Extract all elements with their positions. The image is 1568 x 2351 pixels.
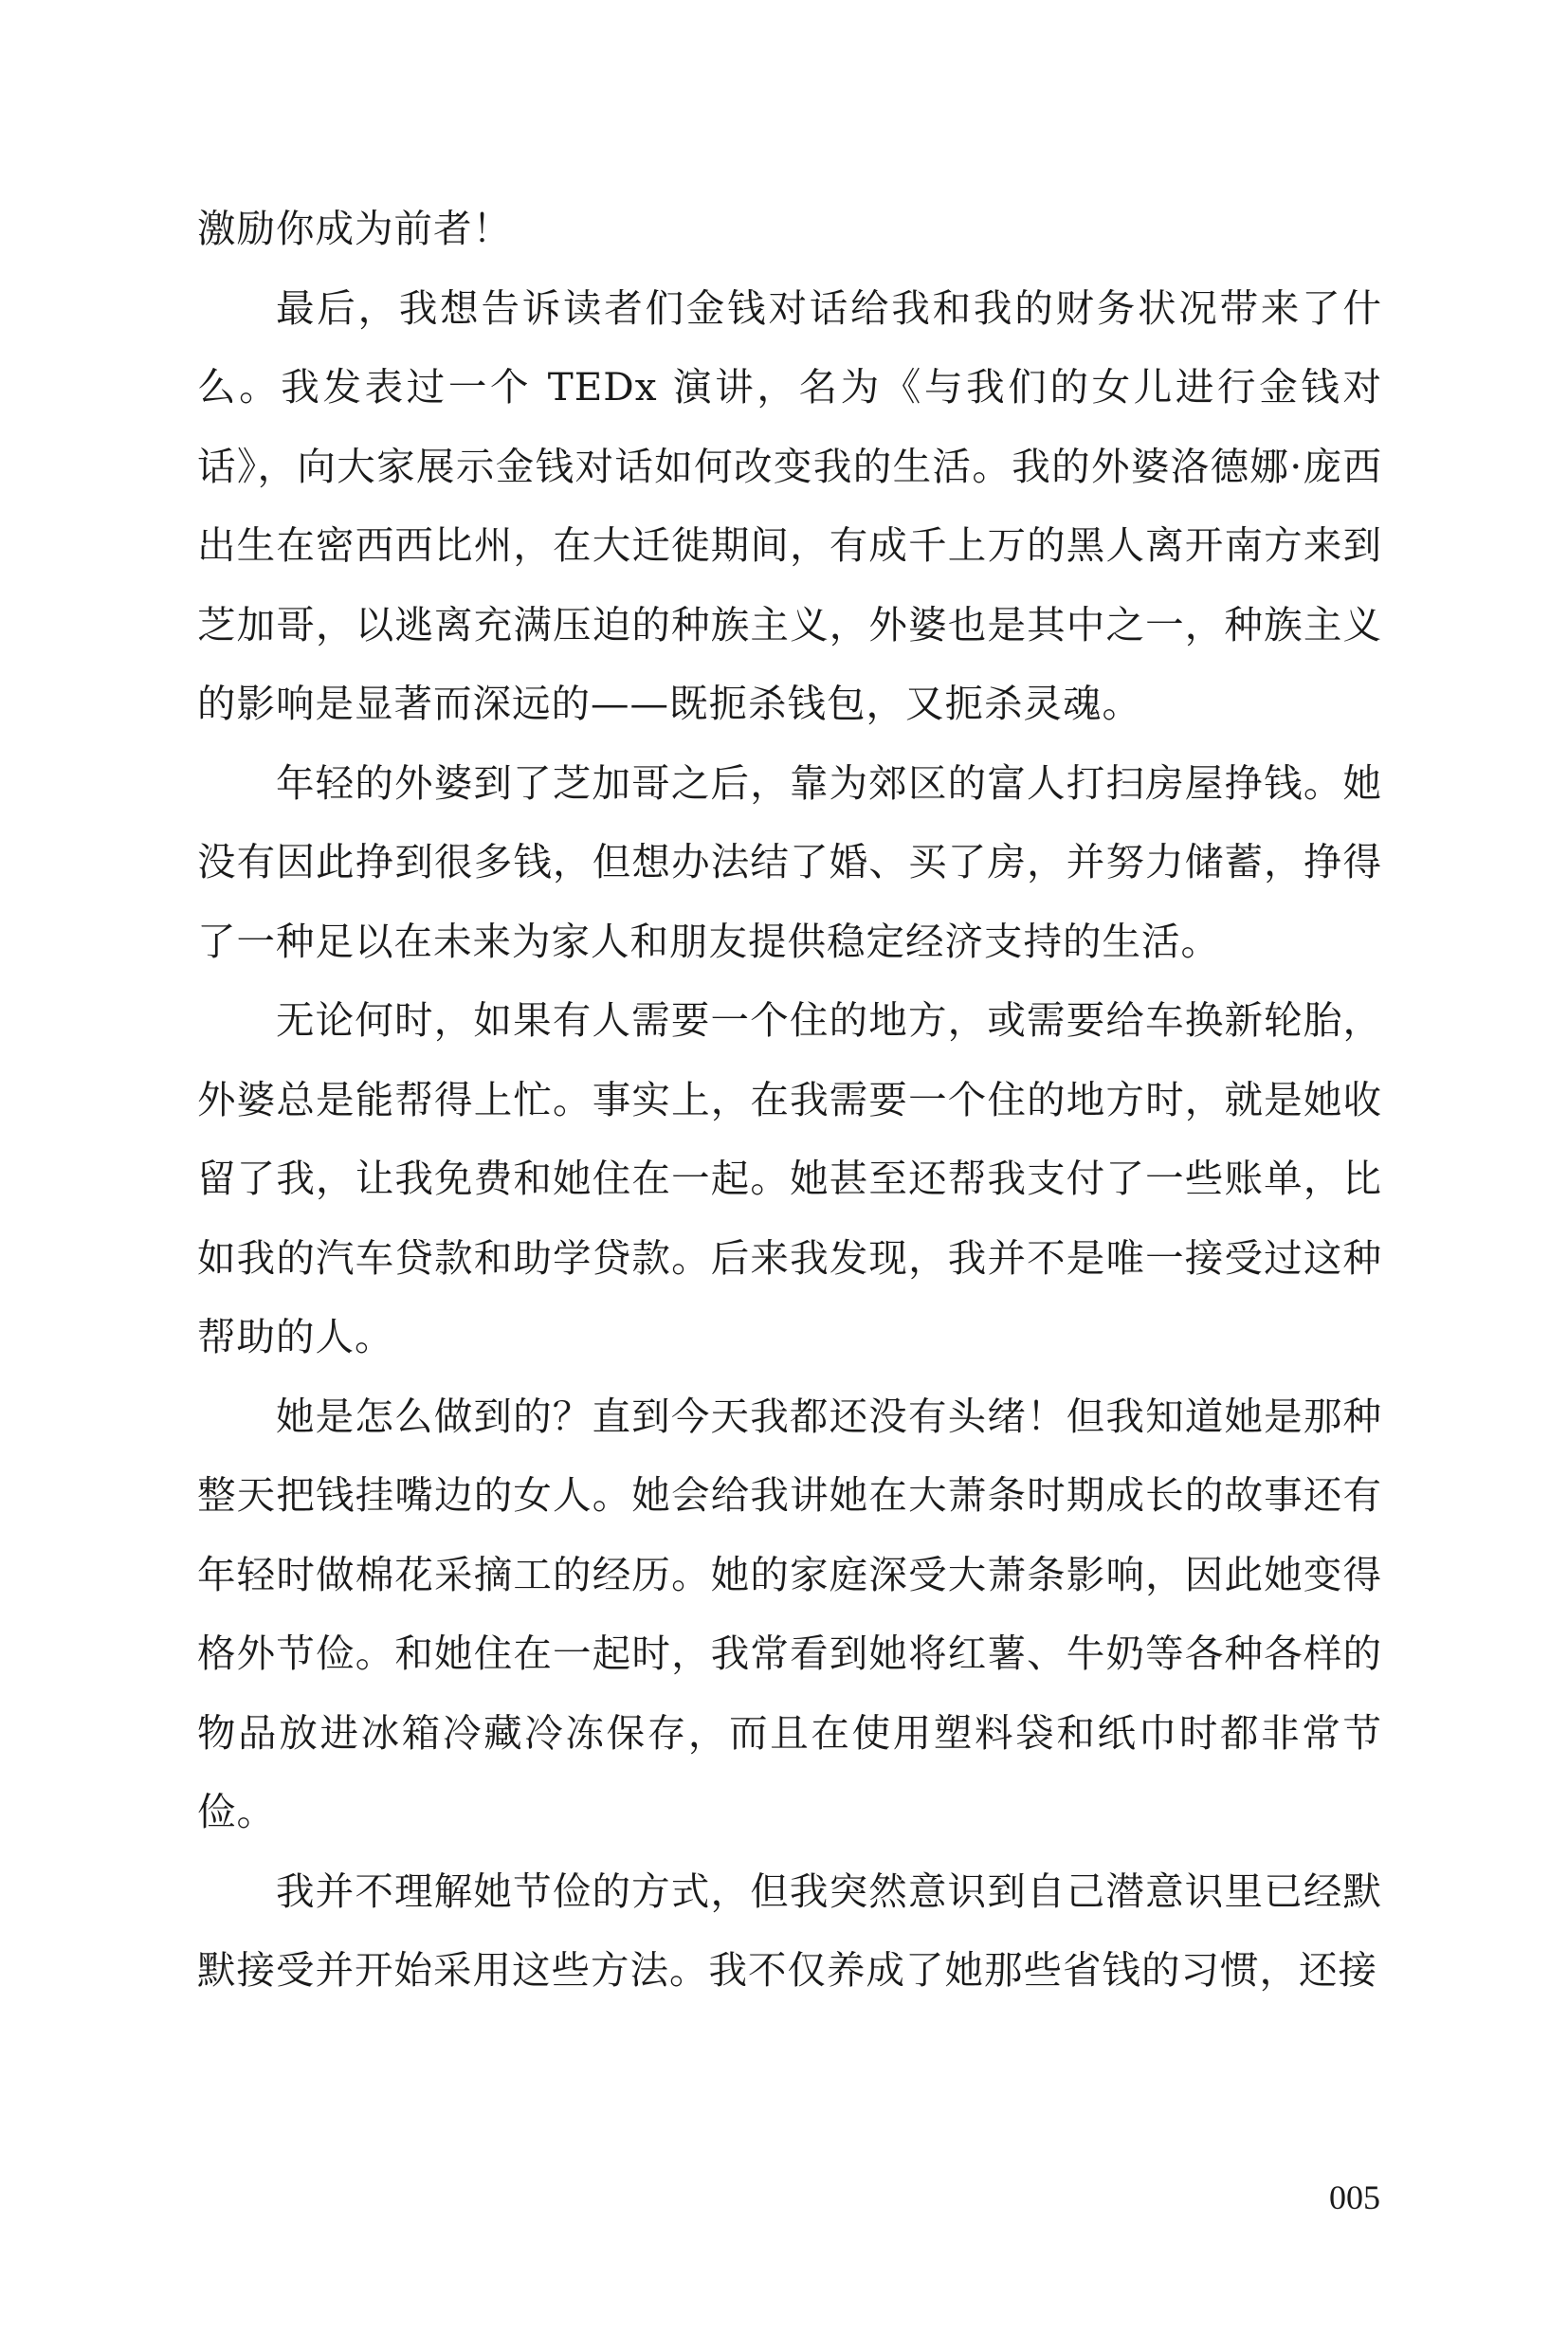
- paragraph-habits: 我并不理解她节俭的方式，但我突然意识到自己潜意识里已经默默接受并开始采用这些方法。我不仅养成了她那些省钱的习惯，还接: [197, 1868, 1382, 1993]
- paragraph-grandmother-chicago: 年轻的外婆到了芝加哥之后，靠为郊区的富人打扫房屋挣钱。她没有因此挣到很多钱，但想办法结了婚、买了房，并努力储蓄，挣得了一种足以在未来为家人和朋友提供稳定经济支持的生活。: [197, 759, 1382, 964]
- paragraph-grandmother-help: 无论何时，如果有人需要一个住的地方，或需要给车换新轮胎，外婆总是能帮得上忙。事实上，在我需要一个住的地方时，就是她收留了我，让我免费和她住在一起。她甚至还帮我支付了一些账单，比如我的汽车贷款和助学贷款。后来我发现，我并不是唯一接受过这种帮助的人。: [197, 997, 1382, 1359]
- page-number: 005: [1329, 2178, 1380, 2216]
- paragraph-tedx-talk: 最后，我想告诉读者们金钱对话给我和我的财务状况带来了什么。我发表过一个 TEDx 演讲，名为《与我们的女儿进行金钱对话》，向大家展示金钱对话如何改变我的生活。我的外婆洛德娜·庞西出生在密西西比州，在大迁徙期间，有成千上万的黑人离开南方来到芝加哥，以逃离充满压迫的种族主义，外婆也是其中之一，种族主义的影响是显著而深远的——既扼杀钱包，又扼杀灵魂。: [197, 284, 1382, 726]
- paragraph-frugality: 她是怎么做到的？直到今天我都还没有头绪！但我知道她是那种整天把钱挂嘴边的女人。她会给我讲她在大萧条时期成长的故事还有年轻时做棉花采摘工的经历。她的家庭深受大萧条影响，因此她变得格外节俭。和她住在一起时，我常看到她将红薯、牛奶等各种各样的物品放进冰箱冷藏冷冻保存，而且在使用塑料袋和纸巾时都非常节俭。: [197, 1393, 1382, 1834]
- paragraph-continuation: 激励你成为前者！: [197, 206, 512, 251]
- body-text: [197, 190, 1382, 2011]
